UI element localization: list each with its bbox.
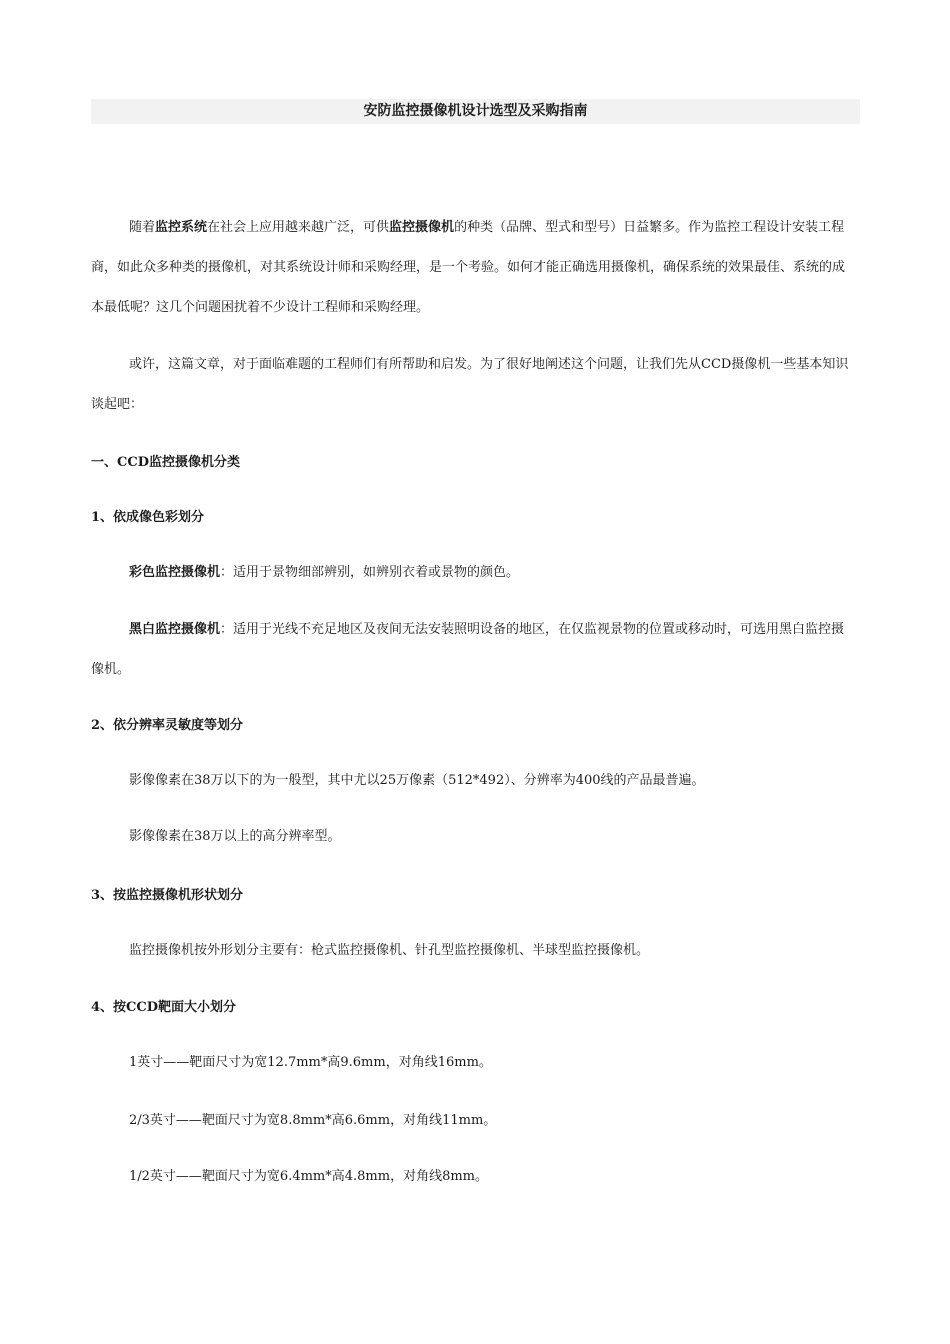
ccd-size-item-1: 1英寸——靶面尺寸为宽12.7mm*高9.6mm，对角线16mm。 [129,1055,492,1070]
shape-item-1: 监控摄像机按外形划分主要有：枪式监控摄像机、针孔型监控摄像机、半球型监控摄像机。 [129,943,650,958]
intro-paragraph [91,208,851,328]
subsection-2-heading: 2、依分辨率灵敏度等划分 [91,718,244,733]
intro-text-2: 在社会上应用越来越广泛，可供 [207,220,390,235]
subsection-4-heading: 4、按CCD靶面大小划分 [91,1000,237,1015]
ccd-size-item-3: 1/2英寸——靶面尺寸为宽6.4mm*高4.8mm，对角线8mm。 [129,1169,489,1184]
color-camera-item [91,563,851,583]
bw-camera-text: ：适用于光线不充足地区及夜间无法安装照明设备的地区，在仅监视景物的位置或移动时，可选用黑白监控摄像机。 [91,622,845,677]
resolution-item-1: 影像像素在38万以下的为一般型，其中尤以25万像素（512*492）、分辨率为400线的产品最普遍。 [129,773,705,788]
title-bar [91,99,860,124]
bw-camera-item [91,610,851,690]
ccd-size-item-2: 2/3英寸——靶面尺寸为宽8.8mm*高6.6mm，对角线11mm。 [129,1113,497,1128]
intro-text-3: 的种类（品牌、型式和型号）日益繁多。作为监控工程设计安装工程商，如此众多种类的摄像机，对其系统设计师和采购经理，是一个考验。如何才能正确选用摄像机，确保系统的效果最佳、系统的成本最低呢？这几个问题困扰着不少设计工程师和采购经理。 [91,220,846,315]
second-paragraph: 或许，这篇文章，对于面临难题的工程师们有所帮助和启发。为了很好地阐述这个问题，让我们先从CCD摄像机一些基本知识谈起吧： [91,357,849,412]
color-camera-label: 彩色监控摄像机 [129,565,221,580]
section-1-heading: 一、CCD监控摄像机分类 [91,455,240,470]
bw-camera-label: 黑白监控摄像机 [129,622,221,637]
subsection-1-heading: 1、依成像色彩划分 [91,510,205,525]
subsection-3-heading: 3、按监控摄像机形状划分 [91,888,244,903]
intro-text-1: 随着 [129,220,156,235]
color-camera-text: ：适用于景物细部辨别，如辨别衣着或景物的颜色。 [220,565,520,580]
document-title: 安防监控摄像机设计选型及采购指南 [363,103,588,119]
intro-bold-1: 监控系统 [155,220,208,235]
intro-bold-2: 监控摄像机 [389,220,455,235]
resolution-item-2: 影像像素在38万以上的高分辨率型。 [129,829,341,844]
